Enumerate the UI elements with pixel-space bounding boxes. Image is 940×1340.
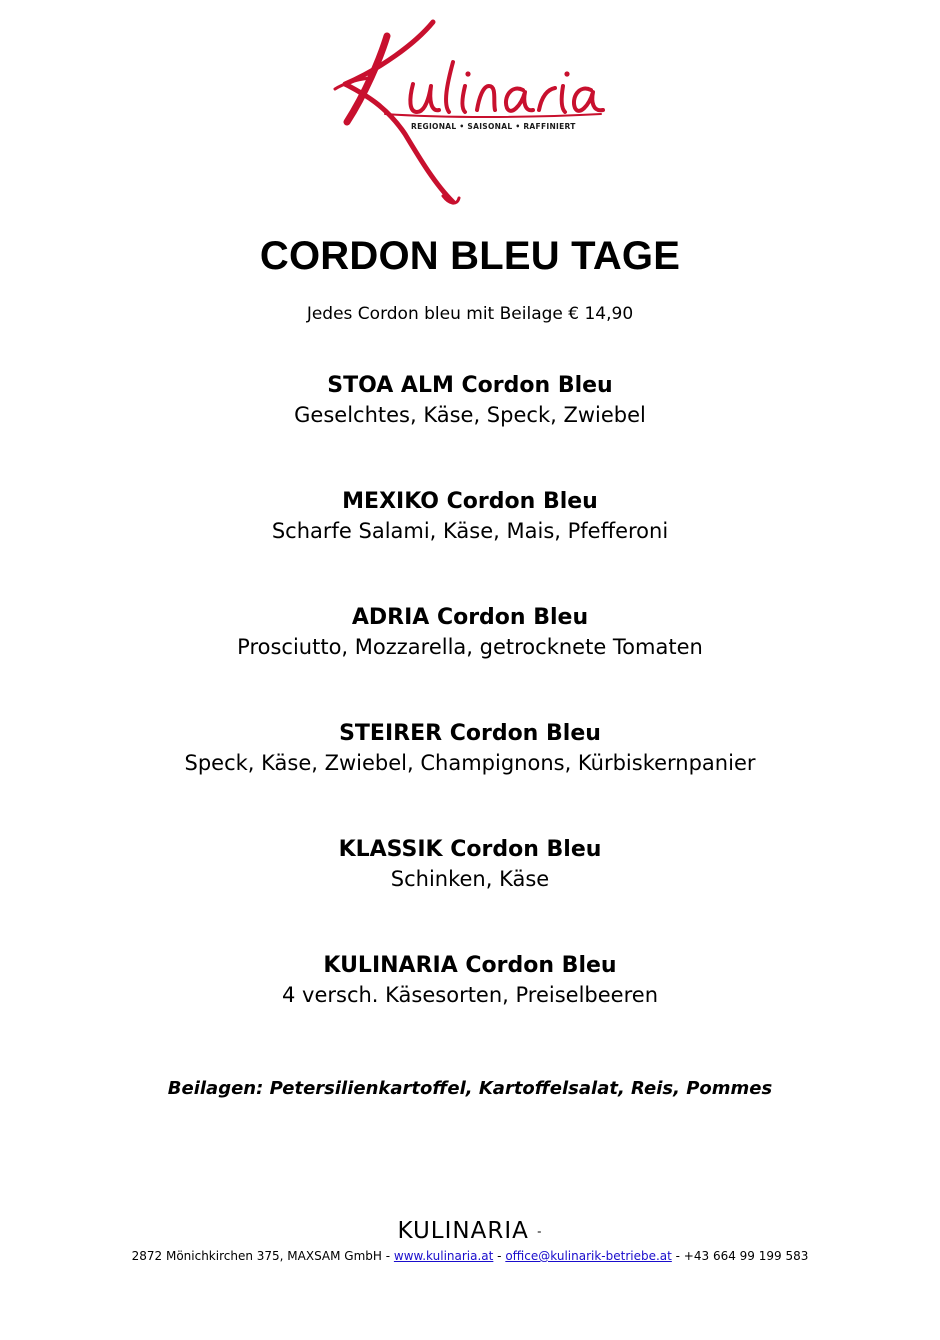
page-title: CORDON BLEU TAGE xyxy=(259,234,681,278)
menu-item-adria xyxy=(0,604,940,662)
email-link[interactable]: office@kulinarik-betriebe.at xyxy=(505,1249,672,1263)
menu-item-description: Scharfe Salami, Käse, Mais, Pfefferoni xyxy=(271,519,669,543)
menu-item-name: STEIRER Cordon Bleu xyxy=(339,721,601,746)
menu-item-kulinaria xyxy=(0,952,940,1010)
menu-item-description: 4 versch. Käsesorten, Preiselbeeren xyxy=(281,983,659,1007)
menu-item-name: KLASSIK Cordon Bleu xyxy=(338,837,602,862)
footer-brand xyxy=(0,1216,940,1247)
menu-item-steirer xyxy=(0,720,940,778)
logo-tagline: REGIONAL • SAISONAL • RAFFINIERT xyxy=(411,122,576,131)
footer-separator: - xyxy=(493,1249,506,1263)
kulinaria-logo-icon xyxy=(325,14,615,210)
menu-item-name: ADRIA Cordon Bleu xyxy=(351,605,589,630)
menu-item-klassik xyxy=(0,836,940,894)
footer-brand-suffix: - xyxy=(537,1224,543,1239)
footer-address xyxy=(0,1247,940,1265)
side-dishes: Beilagen: Petersilienkartoffel, Kartoffelsalat, Reis, Pommes xyxy=(167,1078,773,1099)
price-subtitle: Jedes Cordon bleu mit Beilage € 14,90 xyxy=(306,304,634,324)
kulinaria-logo xyxy=(325,14,615,210)
menu-item-description: Schinken, Käse xyxy=(390,867,550,891)
menu-item-description: Geselchtes, Käse, Speck, Zwiebel xyxy=(294,403,646,427)
footer-address-prefix: 2872 Mönichkirchen 375, MAXSAM GmbH - xyxy=(131,1249,394,1263)
menu-item-name: MEXIKO Cordon Bleu xyxy=(342,489,598,514)
menu-item-name: KULINARIA Cordon Bleu xyxy=(323,953,617,978)
menu-item-description: Prosciutto, Mozzarella, getrocknete Tomaten xyxy=(237,635,703,659)
menu-item-stoa-alm xyxy=(0,372,940,430)
footer-phone: - +43 664 99 199 583 xyxy=(671,1249,809,1263)
website-link[interactable]: www.kulinaria.at xyxy=(393,1249,494,1263)
footer-brand-name: KULINARIA xyxy=(397,1218,529,1244)
menu-item-mexiko xyxy=(0,488,940,546)
menu-item-name: STOA ALM Cordon Bleu xyxy=(327,373,613,398)
menu-item-description: Speck, Käse, Zwiebel, Champignons, Kürbiskernpanier xyxy=(184,751,756,775)
